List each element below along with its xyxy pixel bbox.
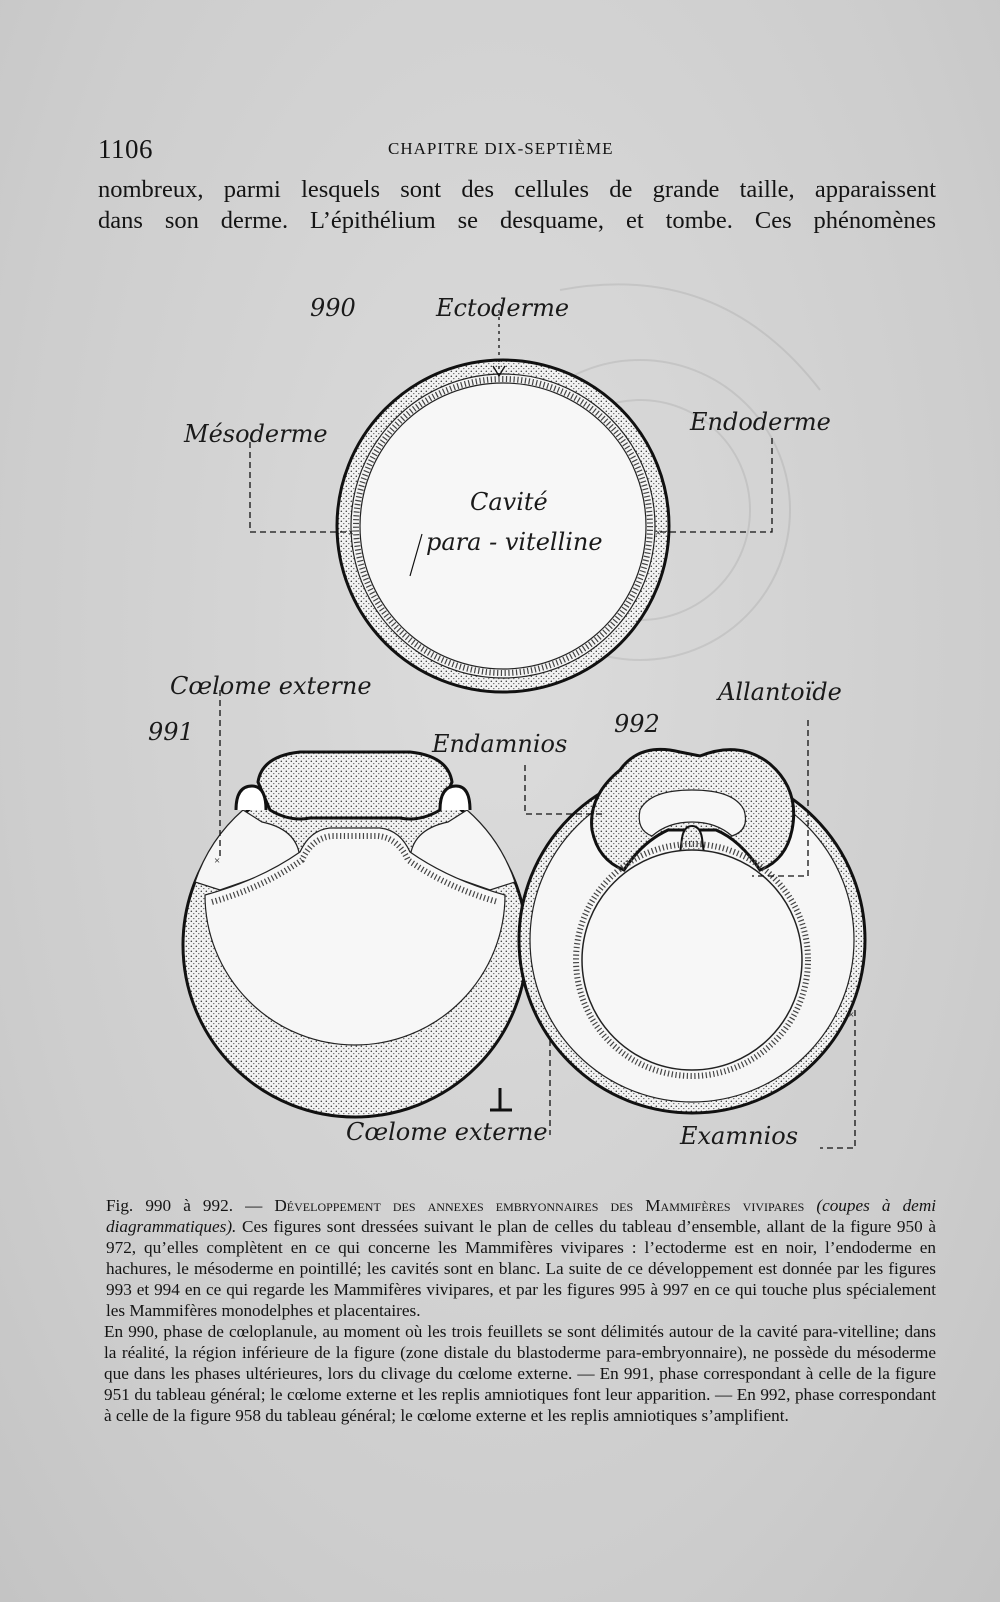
svg-text:×: × [655,527,662,539]
label-fig-992: 992 [614,710,660,738]
caption-paragraph-2: En 990, phase de cœloplanule, au moment où les trois feuillets se sont délimités autour de la cavité para-vitelline; dans la réalité, la région inférieure de la figure (zone distale du blastoderme para-embryonnaire), ne possède du mésoderme que dans les phases ultérieures, lors du clivage du cœlome externe. — En 991, phase correspondant à celle de la figure 951 du tableau général; le cœlome externe et les replis amniotiques font leur apparition. — En 992, phase correspondant à celle de la figure 958 du tableau général; le cœlome externe et les replis amniotiques s’amplifient. [104,1322,936,1425]
caption-text-1: Ces figures sont dressées suivant le plan de celles du tableau d’ensemble, allant de la figure 950 à 972, qu’elles complètent en ce qui concerne les Mammifères vivipares : l’ectoderme est en noir, l’endoderme en hachures, le mésoderme en pointillé; les cavités sont en blanc. La suite de ce développement est donnée par les figures 993 et 994 en ce qui regarde les Mammifères vivipares, et par les figures 995 à 997 en ce qui touche plus spécialement les Mammifères monodelphes et placentaires. [106,1217,936,1320]
label-mesoderme: Mésoderme [184,420,328,448]
body-line-2: dans son derme. L’épithélium se desquame, et tombe. Ces phénomènes [98,207,936,234]
label-endoderme: Endoderme [690,408,831,436]
cavity-990 [360,383,646,669]
label-allantoide: Allantoïde [718,678,842,706]
page-number: 1106 [98,134,153,164]
label-cavite: Cavité [470,488,548,516]
figure-caption [106,1195,936,1426]
caption-paragraph-1 [106,1195,936,1321]
figure-990-992 [0,270,1000,1180]
caption-title-italic: (coupes à demi diagrammatiques). [106,1196,937,1236]
label-examnios: Examnios [680,1122,799,1150]
label-fig-990: 990 [310,294,356,322]
body-line-1: nombreux, parmi lesquels sont des cellules de grande taille, apparaissent [98,176,936,203]
caption-title: Développement des annexes embryonnaires des Mammifères vivipares [274,1196,805,1215]
yolk-sac-992 [582,850,802,1070]
diagram-992 [519,720,865,1148]
label-fig-991: 991 [148,718,194,746]
svg-text:×: × [348,527,355,539]
label-coelome-externe-top: Cœlome externe [170,672,372,700]
svg-text:×: × [214,855,221,867]
caption-fig-label: Fig. 990 à 992. — [106,1196,275,1215]
label-para-vitelline: para - vitelline [426,528,603,556]
page-header [98,134,936,168]
body-text [98,174,936,236]
label-coelome-externe-bottom: Cœlome externe [346,1118,548,1146]
running-head: CHAPITRE DIX-SEPTIÈME [388,139,614,158]
label-ectoderme: Ectoderme [436,294,570,322]
label-endamnios: Endamnios [432,730,568,758]
svg-text:×: × [848,1009,855,1021]
